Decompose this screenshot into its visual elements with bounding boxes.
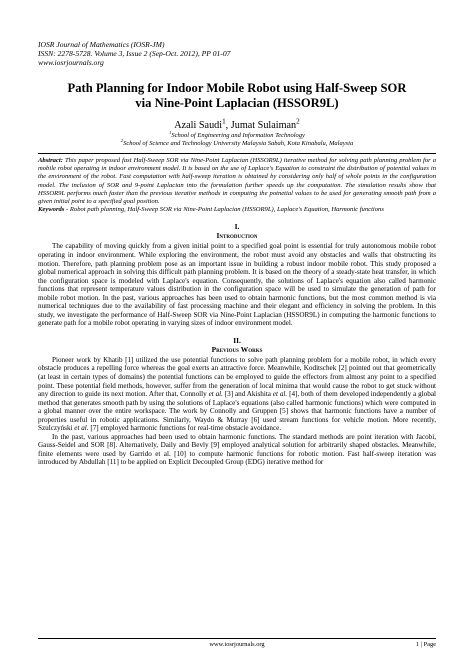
- section-2-title-rest: orks: [248, 344, 263, 354]
- affiliation-2-mark: 2: [120, 137, 124, 143]
- section-1-title: [38, 231, 436, 240]
- title-line-1: Path Planning for Indoor Mobile Robot using Half-Sweep SOR: [67, 81, 407, 95]
- section-2-body: [38, 356, 436, 467]
- section-1-title-rest: ntroduction: [219, 231, 258, 241]
- section-1-paragraph: The capability of moving quickly from a given initial point to a specified goal point is essential for truly autonomous mobile robot operating in indoor environment. While exploring the environment, the robot must avoid any obstacles and walls that obstructing its motion. Therefore, path planning problem pose as an important issue in building a robust indoor mobile robot. This study proposed a global numerical approach in solving this difficult path planning problem. It is based on the theory of a steady-state heat transfer, in which the configuration space is modeled with Laplace's equation. Consequently, the solutions of Laplace's equation also called harmonic functions that represent temperature values distribution in the configuration space will be used to simulate the generation of path for mobile robot motion. In the past, various approaches has been used to obtain harmonic functions, but the most common method is via numerical techniques due to the availability of fast processing machine and their elegant and efficiency in solving the problem. In this study, we investigate the performance of Half-Sweep SOR via Nine-Point Laplacian (HSSOR9L) in computing the harmonic functions to generate path for a mobile robot operating in varying sizes of indoor environment model.: [38, 242, 436, 328]
- p1-etal-1: et al.: [208, 390, 223, 399]
- abstract-text: This paper proposed fast Half-Sweep SOR via Nine-Point Laplacian (HSSOR9L) iterative method for solving path planning problem for a mobile robot operating in indoor environment model. It is based on the use of Laplace's Equation to constraint the distribution of potential values in the environment of the robot. Fast computation with half-sweep iteration is obtained by considering only half of whole points in the configuration model. The inclusion of SOR and 9-point Laplacian into the formulation further speeds up the computation. The simulation results show that HSSOR9L performs much faster than the previous iterative methods in computing the potnetial values to be used for generating smooth path from a given initial point to a specified goal position.: [38, 157, 436, 206]
- p1-part-c: [4], both of them developed independently a global method that generates smooth path by using the solutions of Laplace's equations (also called harmonic functions) which were computed in a global manner over the entire workspace. The work by Connolly and Gruppen [5] shows that harmonic functions have a number of properties useful in robotic applications. Similarly, Waydo & Murray [6] used stream functions for vehicle motion. More recently, Szulczyński: [38, 390, 436, 433]
- p1-etal-3: et al.: [74, 424, 89, 433]
- section-2-title: [38, 345, 436, 354]
- p1-part-d: [7] employed harmonic functions for real-time obstacle avoidance.: [88, 424, 282, 433]
- journal-name: IOSR Journal of Mathematics (IOSR-JM): [38, 40, 165, 49]
- section-2-title-initial: P: [211, 344, 217, 354]
- affiliation-1: [38, 129, 436, 140]
- page-number: 1 | Page: [415, 641, 436, 648]
- affiliation-2: [38, 137, 436, 148]
- author-1: Azali Saudi: [174, 120, 223, 131]
- paper-title: [38, 81, 436, 111]
- footer-url[interactable]: www.iosrjournals.org: [209, 641, 265, 648]
- journal-header: [38, 40, 436, 67]
- section-2-paragraph-1: [38, 356, 436, 433]
- abstract-label: Abstract:: [38, 157, 63, 164]
- section-2-heading: [38, 336, 436, 354]
- section-2-paragraph-2: In the past, various approaches had been used to obtain harmonic functions. The standard methods are point iteration with Jacobi, Gauss-Seidel and SOR [8]. Alternatively, Daily and Bevly [9] employed analytical solution for arbitrarily shaped obstacles. Meanwhile, finite elements were used by Garrido et al. [10] to compute harmonic functions for robotic motion. Fast half-sweep iteration was introduced by Abdullah [11] to be applied on Explicit Decoupled Group (EDG) iterative method for: [38, 432, 436, 467]
- section-1-title-initial: I: [216, 231, 220, 241]
- author-2: Jumat Sulaiman: [230, 120, 297, 131]
- title-line-2: via Nine-Point Laplacian (HSSOR9L): [135, 96, 339, 110]
- author-1-mark: 1: [222, 117, 226, 126]
- author-2-mark: 2: [296, 117, 300, 126]
- affiliation-1-mark: 1: [169, 129, 172, 135]
- p1-part-b: [3] and Akishita: [222, 390, 273, 399]
- section-1-heading: [38, 222, 436, 240]
- abstract: [38, 157, 436, 206]
- page-footer: [38, 638, 436, 648]
- journal-url: www.iosrjournals.org: [38, 58, 104, 67]
- affiliation-2-text: School of Science and Technology University Malaysia Sabah, Kota Kinabalu, Malaysia: [123, 140, 354, 147]
- affiliation-1-text: School of Engineering and Information Technology: [171, 132, 305, 139]
- section-1-number: I.: [234, 222, 240, 232]
- section-2-title-mid: revious: [216, 344, 241, 354]
- journal-issn: ISSN: 2278-5728. Volume 3, Issue 2 (Sep-Oct. 2012), PP 01-07: [38, 49, 231, 58]
- keywords: [38, 206, 436, 214]
- p1-etal-2: et al.: [272, 390, 288, 399]
- section-2-number: II.: [233, 335, 241, 345]
- authors: [38, 117, 436, 132]
- keywords-text: - Robot path planning, Half-Sweep SOR via Nine-Point Laplacian (HSSOR9L), Laplace's Equation, Harmonic functions: [64, 206, 384, 214]
- author-separator: ,: [225, 120, 231, 131]
- abstract-rule: [38, 153, 436, 154]
- section-2-title-initial-2: W: [240, 344, 249, 354]
- section-1-body: [38, 242, 436, 327]
- p1-part-a: Pioneer work by Khatib [1] utilized the use potential functions to solve path planning problem for a mobile robot, in which every obstacle produces a repelling force whereas the goal exerts an attractive force. Meanwhile, Koditschek [2] pointed out that geometrically (at least in certain types of domains) the potential functions can be employed to guide the effectors from almost any point to a specified point. These potential field methods, however, suffer from the generation of local minima that would cause the robot to get stuck without any direction to guide its next motion. After that, Connolly: [38, 355, 436, 399]
- keywords-label: Keywords: [38, 206, 65, 214]
